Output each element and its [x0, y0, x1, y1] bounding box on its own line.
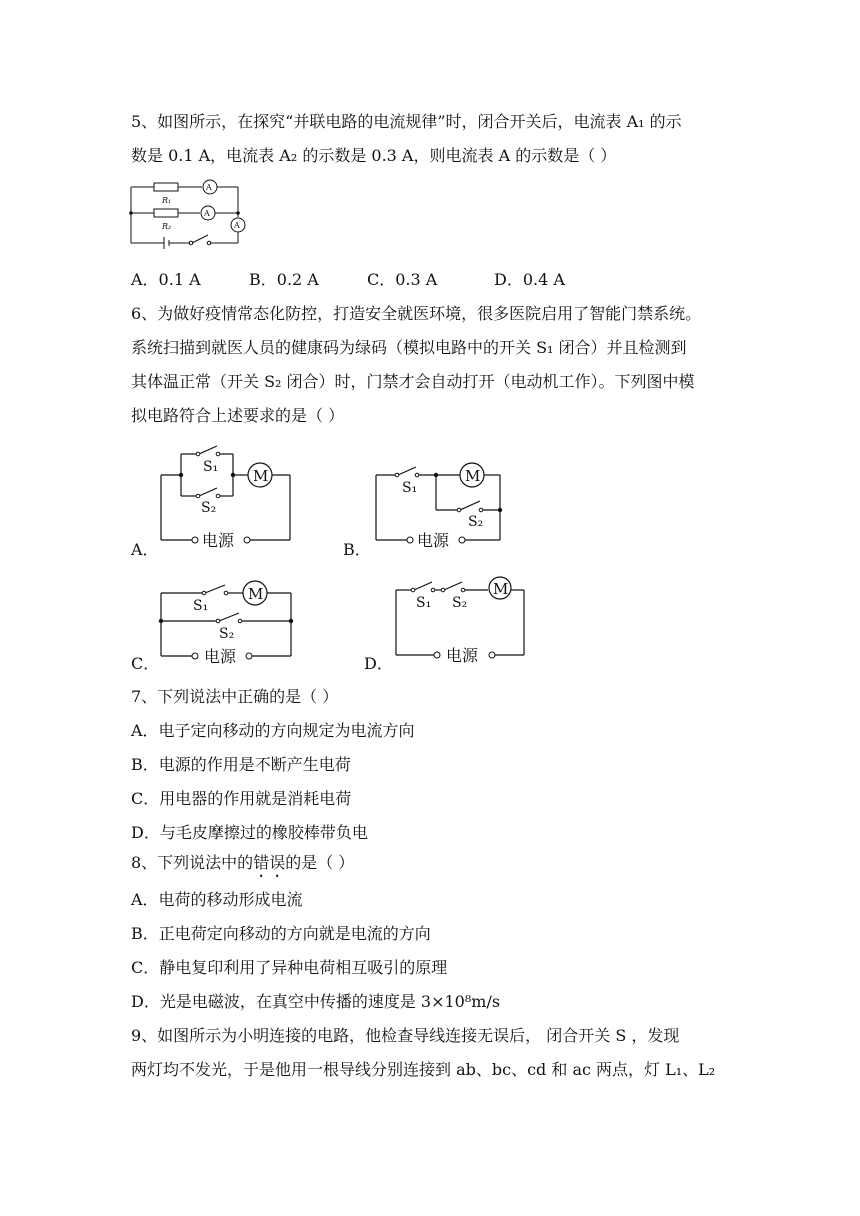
q7-option-c: C．用电器的作用就是消耗电荷: [131, 789, 352, 808]
q8-option-a: A．电荷的移动形成电流: [131, 890, 303, 909]
a-label: A: [234, 221, 240, 230]
q5-stem-line1: 5、如图所示，在探究“并联电路的电流规律”时，闭合开关后，电流表 A₁ 的示: [131, 112, 682, 131]
s1-label: S₁: [193, 598, 209, 614]
q9-stem-line2: 两灯均不发光，于是他用一根导线分别连接到 ab、bc、cd 和 ac 两点，灯 L₁、L₂: [131, 1060, 716, 1079]
a2-label: A: [204, 209, 210, 218]
q5-option-d: D．0.4 A: [494, 270, 565, 289]
q6-fig-a-circuit: [155, 440, 300, 552]
q8-stem-pre: 8、下列说法中的: [131, 853, 254, 872]
s2-label: S₂: [219, 626, 235, 642]
q6-fig-d-circuit: [390, 570, 530, 666]
power-label: 电源: [202, 531, 235, 550]
s1-label: S₁: [416, 595, 432, 611]
q6-stem-line3: 其体温正常（开关 S₂ 闭合）时，门禁才会自动打开（电动机工作）。下列图中模: [131, 372, 695, 391]
q5-option-b: B．0.2 A: [249, 270, 319, 289]
q7-option-b: B．电源的作用是不断产生电荷: [131, 755, 351, 774]
q5-option-c: C．0.3 A: [367, 270, 438, 289]
q5-stem-line2: 数是 0.1 A，电流表 A₂ 的示数是 0.3 A，则电流表 A 的示数是（ ）: [131, 146, 617, 165]
s2-label: S₂: [201, 500, 217, 516]
a1-label: A: [206, 183, 212, 192]
q6-fig-b-label: B．: [343, 540, 371, 559]
q6-fig-c-circuit: [155, 570, 300, 666]
motor-label: M: [253, 467, 269, 485]
q6-stem-line1: 6、为做好疫情常态化防控，打造安全就医环境，很多医院启用了智能门禁系统。: [131, 304, 702, 323]
s2-label: S₂: [452, 595, 468, 611]
q5-circuit-diagram: [128, 175, 260, 251]
q6-fig-c-label: C．: [131, 654, 160, 673]
q7-option-d: D．与毛皮摩擦过的橡胶棒带负电: [131, 823, 368, 842]
r2-label: R₂: [162, 222, 172, 231]
q6-stem-line4: 拟电路符合上述要求的是（ ）: [131, 406, 345, 425]
s1-label: S₁: [203, 459, 219, 475]
q8-stem-emphasis: 错误: [253, 853, 286, 872]
q7-option-a: A．电子定向移动的方向规定为电流方向: [131, 721, 415, 740]
q8-stem-post: 的是（ ）: [285, 853, 355, 872]
q6-fig-a-label: A．: [131, 540, 159, 559]
q8-option-b: B．正电荷定向移动的方向就是电流的方向: [131, 924, 431, 943]
power-label: 电源: [417, 531, 450, 550]
q7-stem: 7、下列说法中正确的是（ ）: [131, 687, 339, 706]
q6-fig-b-circuit: [370, 440, 510, 552]
s2-label: S₂: [468, 514, 484, 530]
r1-label: R₁: [162, 196, 172, 205]
motor-label: M: [465, 467, 481, 485]
power-label: 电源: [446, 646, 479, 665]
q5-option-a: A．0.1 A: [131, 270, 201, 289]
q6-fig-d-label: D．: [364, 654, 393, 673]
power-label: 电源: [204, 647, 237, 666]
q8-option-c: C．静电复印利用了异种电荷相互吸引的原理: [131, 958, 448, 977]
q8-option-d: D．光是电磁波，在真空中传播的速度是 3×10⁸m/s: [131, 992, 501, 1011]
motor-label: M: [248, 585, 264, 603]
q6-stem-line2: 系统扫描到就医人员的健康码为绿码（模拟电路中的开关 S₁ 闭合）并且检测到: [131, 338, 687, 357]
s1-label: S₁: [402, 480, 418, 496]
q8-stem: [131, 853, 354, 881]
motor-label: M: [493, 580, 509, 598]
q9-stem-line1: 9、如图所示为小明连接的电路，他检查导线连接无误后， 闭合开关 S ，发现: [131, 1026, 680, 1045]
